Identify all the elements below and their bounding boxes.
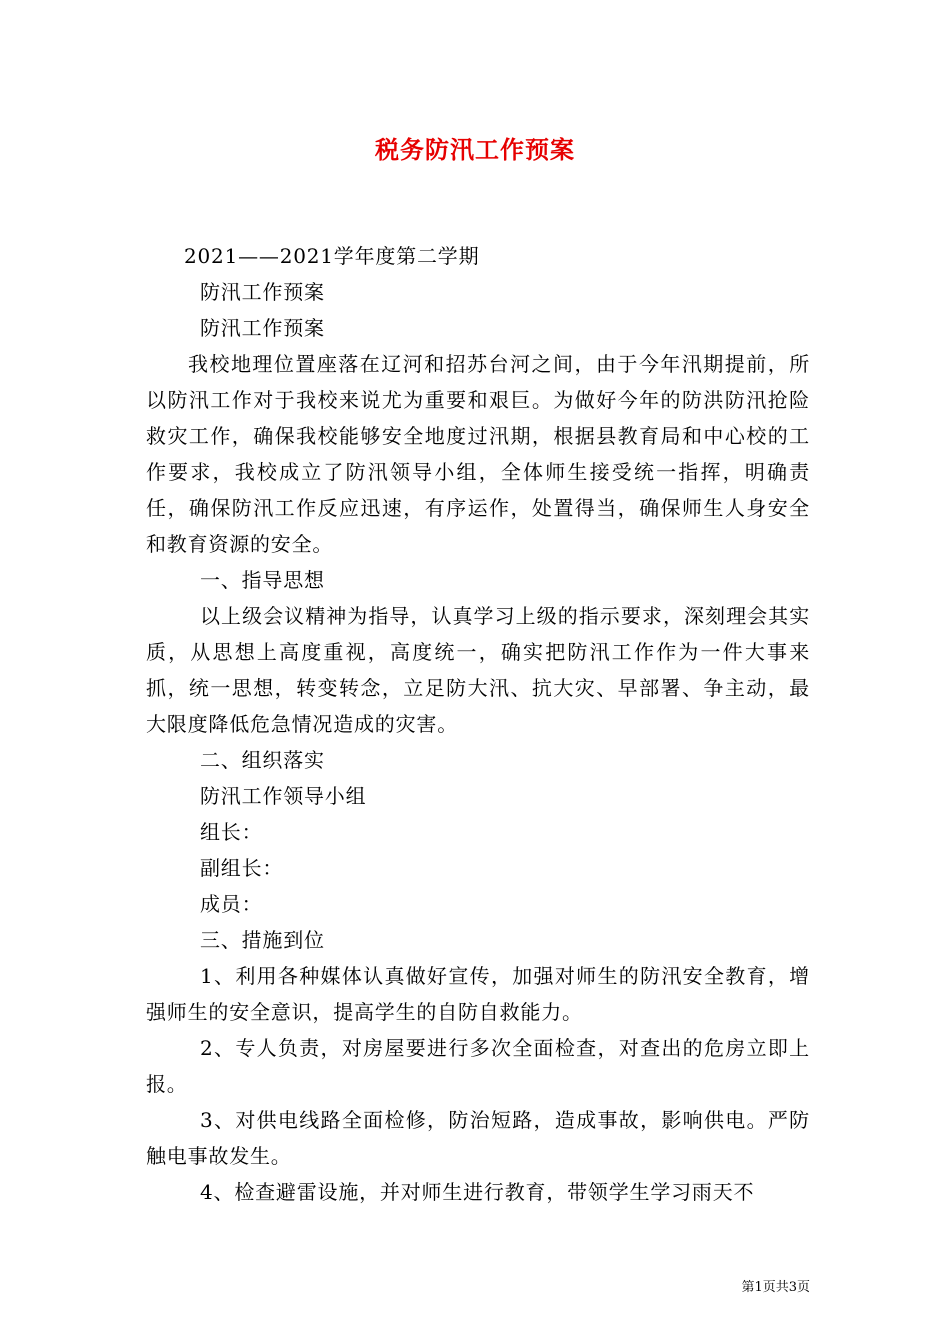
- paragraph-guiding-ideology: 以上级会议精神为指导，认真学习上级的指示要求，深刻理会其实质，从思想上高度重视，高度统一，确实把防汛工作作为一件大事来抓，统一思想，转变转念，立足防大汛、抗大灾、早部署、争主动，最大限度降低危急情况造成的灾害。: [146, 604, 810, 736]
- paragraph-measure-1: 1、利用各种媒体认真做好宣传，加强对师生的防汛安全教育，增强师生的安全意识，提高学生的自防自救能力。: [146, 964, 810, 1024]
- paragraph-measure-4: 4、检查避雷设施，并对师生进行教育，带领学生学习雨天不: [200, 1180, 755, 1204]
- section-heading-measures: 三、措施到位: [200, 928, 325, 952]
- paragraph-leadership-group: 防汛工作领导小组: [200, 784, 367, 808]
- paragraph-members: 成员：: [200, 892, 263, 916]
- paragraph-measure-2: 2、专人负责，对房屋要进行多次全面检查，对查出的危房立即上报。: [146, 1036, 810, 1096]
- section-heading-guiding-ideology: 一、指导思想: [200, 568, 325, 592]
- paragraph-intro: 我校地理位置座落在辽河和招苏台河之间，由于今年汛期提前，所以防汛工作对于我校来说尤为重要和艰巨。为做好今年的防洪防汛抢险救灾工作，确保我校能够安全地度过汛期，根据县教育局和中心校的工作要求，我校成立了防汛领导小组，全体师生接受统一指挥，明确责任，确保防汛工作反应迅速，有序运作，处置得当，确保师生人身安全和教育资源的安全。: [146, 352, 810, 556]
- page-number: 第1页共3页: [741, 1280, 810, 1295]
- paragraph-measure-3: 3、对供电线路全面检修，防治短路，造成事故，影响供电。严防触电事故发生。: [146, 1108, 810, 1168]
- paragraph-plan-heading-1: 防汛工作预案: [200, 280, 325, 304]
- document-title: 税务防汛工作预案: [375, 135, 575, 164]
- section-heading-organization: 二、组织落实: [200, 748, 325, 772]
- document-body: [146, 238, 810, 1210]
- paragraph-plan-heading-2: 防汛工作预案: [200, 316, 325, 340]
- paragraph-group-leader: 组长：: [200, 820, 263, 844]
- paragraph-school-term: 2021——2021学年度第二学期: [184, 244, 480, 268]
- paragraph-deputy-leader: 副组长：: [200, 856, 284, 880]
